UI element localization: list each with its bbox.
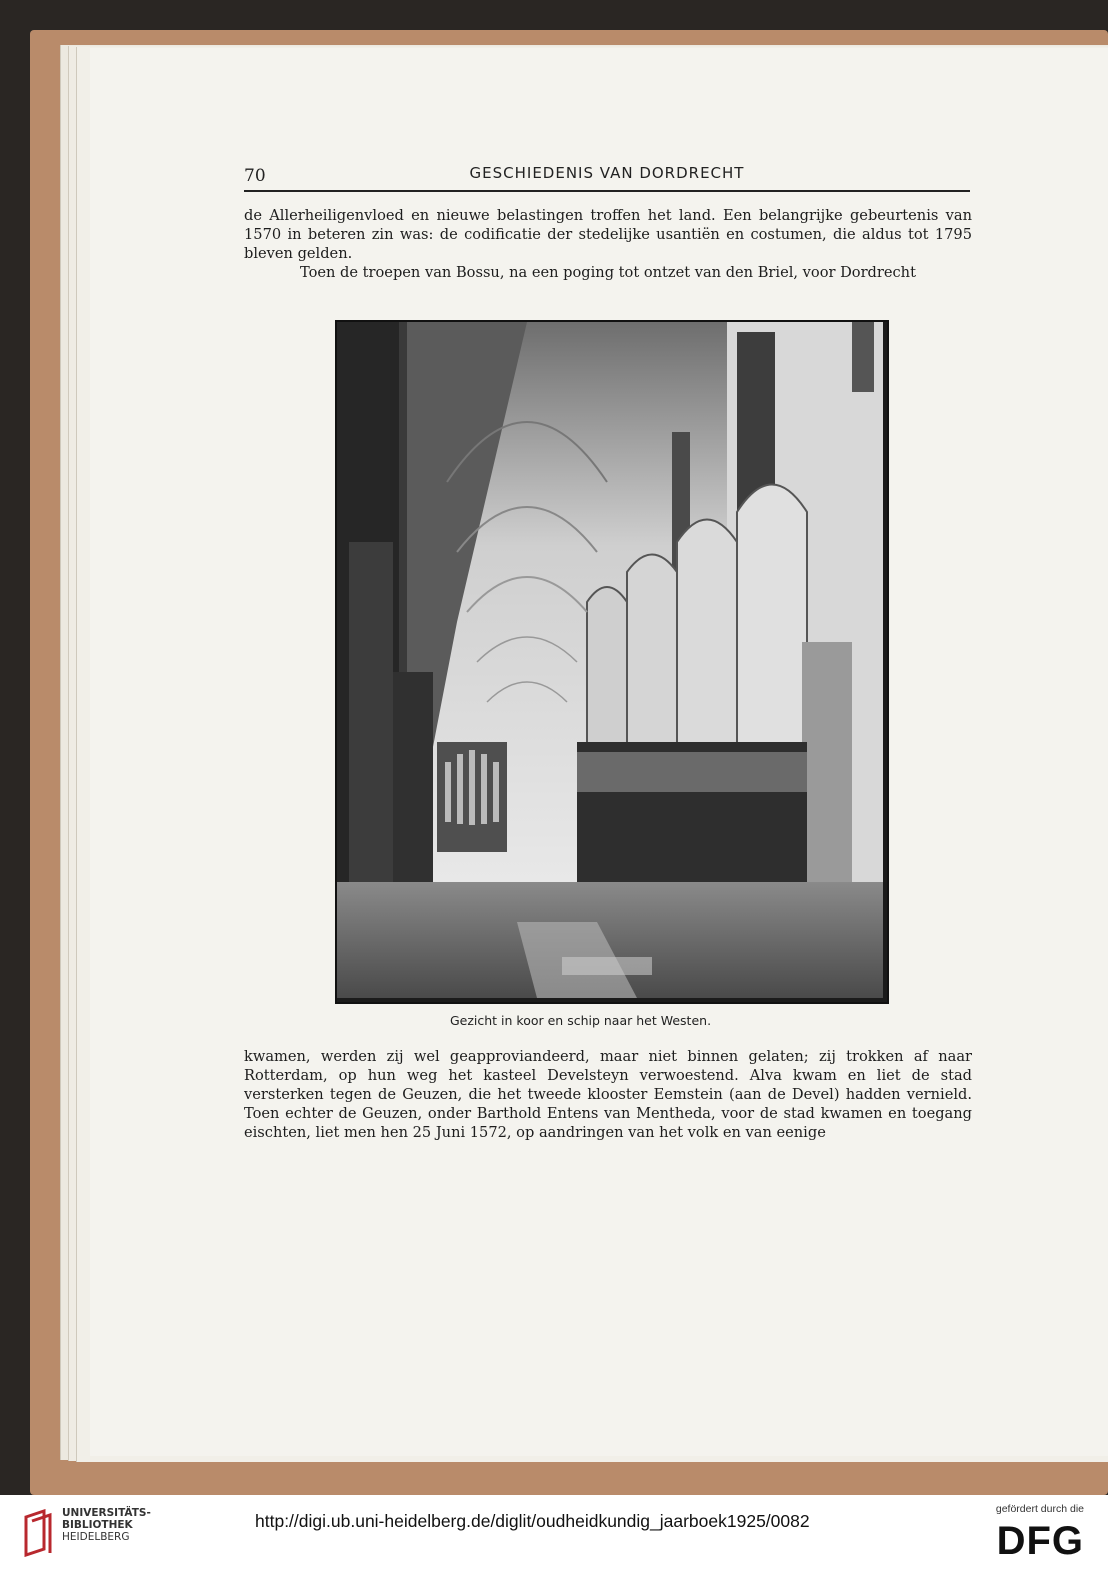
church-interior-photo [335, 320, 889, 1004]
page-header [244, 164, 970, 192]
paragraph: Toen de troepen van Bossu, na een poging tot ontzet van den Briel, voor Dordrecht [300, 264, 916, 281]
library-line: UNIVERSITÄTS- [62, 1507, 151, 1519]
library-logo-icon [22, 1509, 56, 1557]
funded-by-label: gefördert durch die [995, 1503, 1084, 1515]
running-title: GESCHIEDENIS VAN DORDRECHT [469, 164, 745, 182]
dfg-logo: DFG [996, 1519, 1084, 1563]
page-number: 70 [244, 166, 266, 186]
paragraph: de Allerheiligenvloed en nieuwe belastingen troffen het land. Een belangrijke gebeurtenis van 1570 in beteren zin was: de codificatie der stedelijke usantiën en costumen, die aldus tot 1795 bleven gelden. [244, 207, 972, 262]
paragraph: kwamen, werden zij wel geapproviandeerd, maar niet binnen gelaten; zij trokken af naar Rotterdam, op hun weg het kasteel Develsteyn verwoestend. Alva kwam en liet de stad versterken tegen de Geuzen, die het tweede klooster Eemstein (aan de Devel) hadden vernield. Toen echter de Geuzen, onder Barthold Entens van Mentheda, voor de stad kwamen en toegang eischten, liet men hen 25 Juni 1572, op aandringen van het volk en van eenige [244, 1048, 972, 1141]
photo-illustration [337, 322, 883, 998]
figure-caption: Gezicht in koor en schip naar het Westen. [449, 1013, 712, 1028]
library-line: BIBLIOTHEK [62, 1519, 133, 1531]
body-text-top [244, 206, 972, 282]
body-text-bottom [244, 1047, 972, 1142]
source-url-link[interactable]: http://digi.ub.uni-heidelberg.de/diglit/oudheidkundig_jaarboek1925/0082 [255, 1511, 810, 1531]
footer-bar [0, 1495, 1108, 1578]
library-name [62, 1507, 151, 1543]
library-line: HEIDELBERG [62, 1531, 130, 1543]
